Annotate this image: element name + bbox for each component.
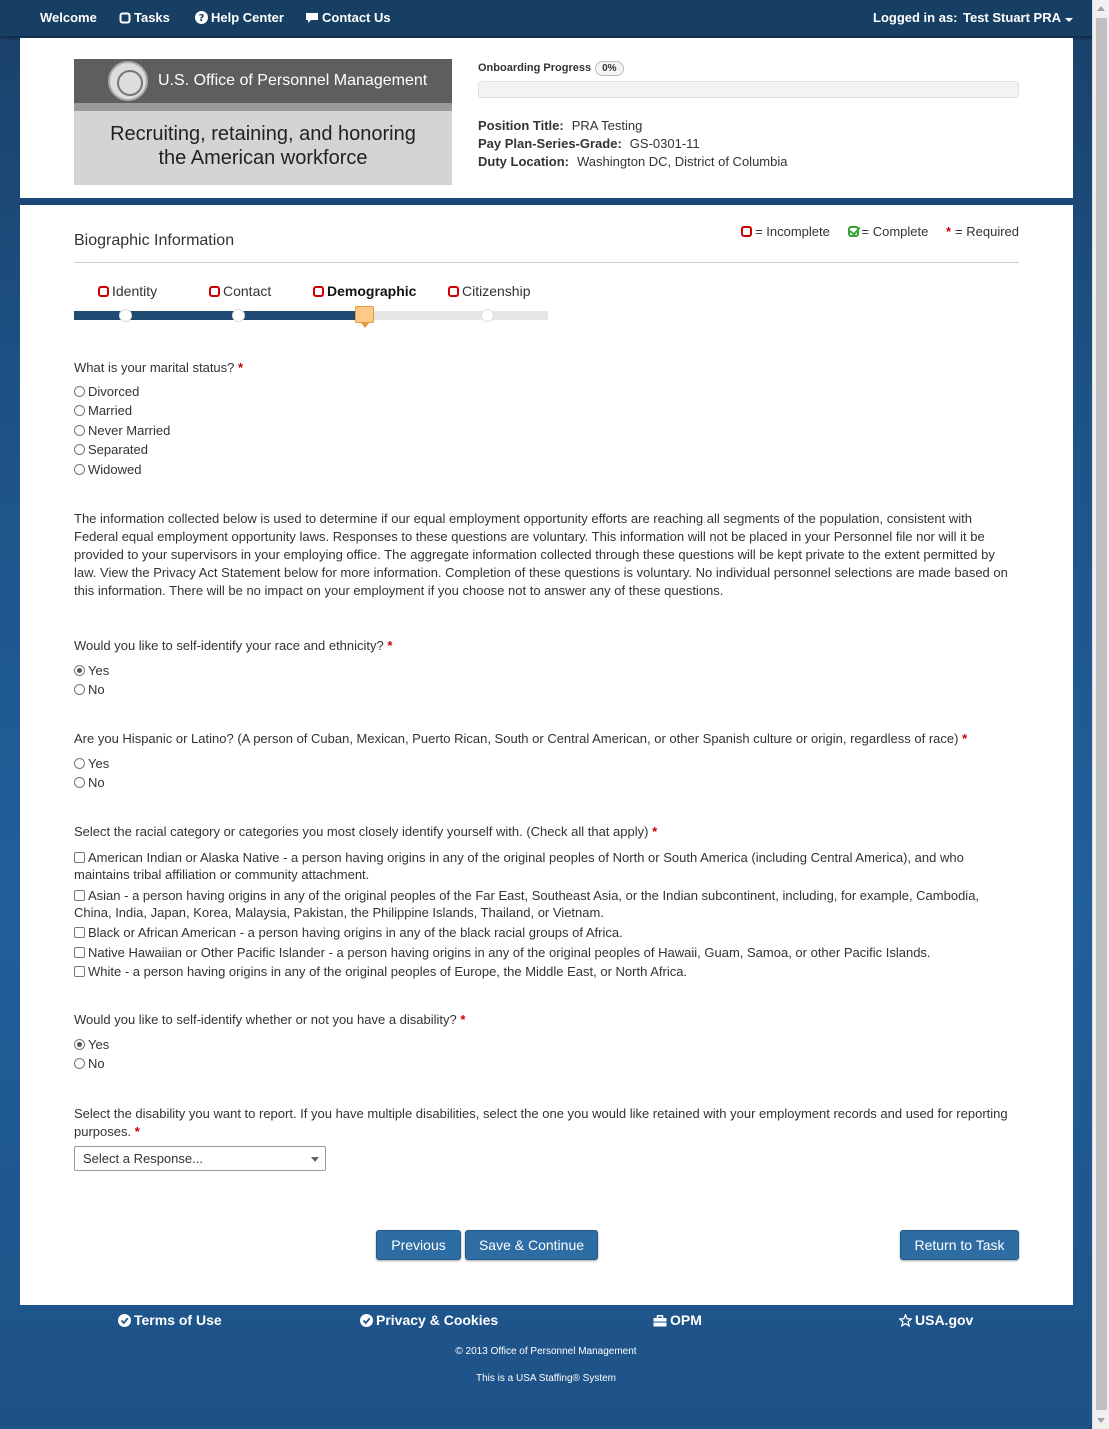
check-circle-icon	[360, 1314, 373, 1330]
nav-contact-us-label: Contact Us	[322, 10, 391, 25]
page-scrollbar[interactable]	[1092, 0, 1109, 1429]
race-identify-yes[interactable]: Yes	[74, 663, 109, 678]
incomplete-icon	[448, 286, 459, 297]
scroll-thumb[interactable]	[1096, 18, 1107, 1410]
previous-button[interactable]: Previous	[376, 1230, 461, 1260]
footer-terms-of-use[interactable]: Terms of Use	[118, 1312, 222, 1330]
save-continue-button[interactable]: Save & Continue	[465, 1230, 598, 1260]
user-menu[interactable]	[963, 10, 1077, 27]
step-citizenship[interactable]: Citizenship	[448, 283, 530, 299]
radio-button[interactable]	[74, 444, 85, 455]
checkbox[interactable]	[74, 890, 85, 901]
section-title: Biographic Information	[74, 232, 235, 249]
radio-button[interactable]	[74, 665, 85, 676]
briefcase-icon	[653, 1314, 667, 1330]
main-panel	[20, 205, 1073, 1305]
nav-contact-us[interactable]	[305, 10, 391, 27]
race-option-american-indian[interactable]: American Indian or Alaska Native - a person having origins in any of the original peoples of North or South America (including Central America), and who maintains tribal affiliation or community attachment.	[74, 850, 964, 882]
radio-button[interactable]	[74, 464, 85, 475]
step-track-completed	[74, 311, 365, 320]
incomplete-icon	[209, 286, 220, 297]
checkbox[interactable]	[74, 927, 85, 938]
user-name: Test Stuart PRA	[963, 10, 1061, 25]
onboarding-progress-label: Onboarding Progress 0%	[478, 61, 624, 76]
step-dot	[232, 309, 245, 322]
incomplete-icon	[98, 286, 109, 297]
duty-location: Duty Location: Washington DC, District of Columbia	[478, 154, 788, 169]
radio-button[interactable]	[74, 1039, 85, 1050]
footer-usagov[interactable]: USA.gov	[899, 1312, 973, 1330]
hispanic-question: Are you Hispanic or Latino? (A person of Cuban, Mexican, Puerto Rican, South or Central American, or other Spanish culture or origin, regardless of race) *	[74, 731, 968, 746]
nav-help-center[interactable]	[195, 10, 284, 27]
nav-welcome[interactable]: Welcome	[40, 10, 97, 25]
hispanic-no[interactable]: No	[74, 775, 105, 790]
footer-copyright: © 2013 Office of Personnel Management	[455, 1346, 637, 1357]
radio-button[interactable]	[74, 425, 85, 436]
race-option-asian[interactable]: Asian - a person having origins in any of the original peoples of the Far East, Southeast Asia, or the Indian subcontinent, including, for example, Cambodia, China, India, Japan, Korea, Malaysia, Pakistan, the Philippine Islands, Thailand, or Vietnam.	[74, 888, 980, 920]
footer-opm[interactable]: OPM	[653, 1312, 702, 1330]
radio-button[interactable]	[74, 777, 85, 788]
radio-button[interactable]	[74, 1058, 85, 1069]
disability-select-question: Select the disability you want to report. If you have multiple disabilities, select the one you would like retained with your employment records and used for reporting purposes. *	[74, 1106, 1008, 1139]
disability-select[interactable]: Select a Response...	[74, 1146, 326, 1171]
progress-percent-badge: 0%	[595, 61, 623, 76]
disability-identify-question: Would you like to self-identify whether or not you have a disability? *	[74, 1012, 466, 1027]
incomplete-icon	[741, 226, 752, 237]
star-icon	[899, 1314, 912, 1330]
pay-plan-series-grade: Pay Plan-Series-Grade: GS-0301-11	[478, 136, 700, 151]
svg-text:?: ?	[198, 13, 205, 24]
caret-down-icon	[1064, 12, 1074, 27]
hispanic-yes[interactable]: Yes	[74, 756, 109, 771]
step-identity[interactable]: Identity	[98, 283, 157, 299]
race-option-white[interactable]: White - a person having origins in any of the original peoples of Europe, the Middle East, or North Africa.	[74, 963, 1009, 980]
marital-question: What is your marital status? *	[74, 360, 244, 375]
race-option-native-hawaiian[interactable]: Native Hawaiian or Other Pacific Islander - a person having origins in any of the original peoples of Hawaii, Guam, Samoa, or other Pacific Islands.	[74, 944, 1009, 961]
marital-option-separated[interactable]: Separated	[74, 442, 148, 457]
logged-in-label: Logged in as:	[873, 10, 958, 25]
nav-tasks-label: Tasks	[134, 10, 170, 25]
step-wizard	[74, 282, 548, 322]
radio-button[interactable]	[74, 758, 85, 769]
race-option-black[interactable]: Black or African American - a person having origins in any of the black racial groups of Africa.	[74, 924, 1009, 941]
radio-button[interactable]	[74, 405, 85, 416]
step-demographic[interactable]: Demographic	[313, 283, 416, 299]
incomplete-icon	[313, 286, 324, 297]
radio-button[interactable]	[74, 684, 85, 695]
nav-tasks[interactable]	[119, 10, 170, 27]
step-dot	[119, 309, 132, 322]
agency-name: U.S. Office of Personnel Management	[158, 72, 428, 89]
scroll-down-icon[interactable]	[1097, 1418, 1105, 1423]
logo-tagline: Recruiting, retaining, and honoring the American workforce	[110, 123, 416, 169]
question-circle-icon	[195, 11, 208, 27]
header-panel	[20, 38, 1073, 198]
race-category-question: Select the racial category or categories you most closely identify yourself with. (Check all that apply) *	[74, 824, 658, 839]
race-identify-no[interactable]: No	[74, 682, 105, 697]
disability-identify-yes[interactable]: Yes	[74, 1037, 109, 1052]
complete-check-icon	[848, 226, 859, 237]
return-to-task-button[interactable]: Return to Task	[900, 1230, 1019, 1260]
square-icon	[119, 12, 131, 27]
onboarding-progress-bar	[478, 81, 1019, 98]
step-dot	[481, 309, 494, 322]
marital-option-married[interactable]: Married	[74, 403, 132, 418]
position-title: Position Title: PRA Testing	[478, 118, 643, 133]
step-contact[interactable]: Contact	[209, 283, 271, 299]
opm-logo-banner	[74, 59, 452, 185]
checkbox[interactable]	[74, 852, 85, 863]
race-identify-question: Would you like to self-identify your race and ethnicity? *	[74, 638, 393, 653]
marital-option-widowed[interactable]: Widowed	[74, 462, 141, 477]
current-step-marker	[355, 306, 374, 323]
opm-seal-icon	[108, 61, 148, 101]
scroll-up-icon[interactable]	[1097, 6, 1105, 11]
top-navbar	[0, 0, 1092, 36]
status-legend: = Incomplete = Complete * = Required	[727, 224, 1019, 239]
footer-privacy-cookies[interactable]: Privacy & Cookies	[360, 1312, 498, 1330]
step-track	[74, 311, 548, 320]
disability-identify-no[interactable]: No	[74, 1056, 105, 1071]
comment-icon	[305, 12, 319, 27]
checkbox[interactable]	[74, 947, 85, 958]
marital-option-never-married[interactable]: Never Married	[74, 423, 170, 438]
checkbox[interactable]	[74, 966, 85, 977]
nav-help-center-label: Help Center	[211, 10, 284, 25]
check-circle-icon	[118, 1314, 131, 1330]
radio-button[interactable]	[74, 386, 85, 397]
marital-option-divorced[interactable]: Divorced	[74, 384, 139, 399]
section-divider	[74, 262, 1019, 263]
eeo-statement: The information collected below is used to determine if our equal employment opportunity efforts are reaching all segments of the population, consistent with Federal equal employment opportunity laws. Responses to these questions are voluntary. This information will not be placed in your Personnel file nor will it be provided to your supervisors in your employing office. The aggregate information collected through these questions will be kept private to the extent permitted by law. View the Privacy Act Statement below for more information. Completion of these questions is voluntary. No individual personnel selections are made based on this information. There will be no impact on your employment if you choose not to answer any of these questions.	[74, 511, 1008, 598]
footer-system-note: This is a USA Staffing® System	[475, 1373, 616, 1384]
